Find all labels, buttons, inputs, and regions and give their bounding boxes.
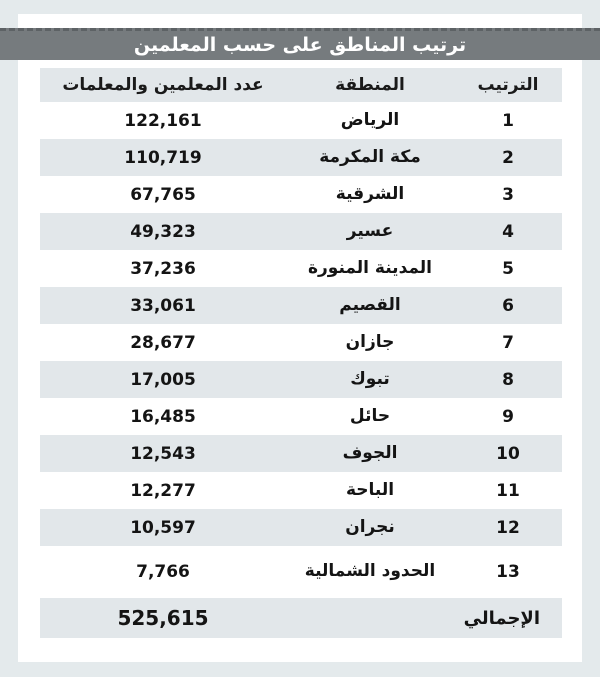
cell-rank: 5 — [502, 258, 514, 279]
table-row — [40, 398, 562, 435]
cell-count: 67,765 — [130, 184, 196, 205]
cell-rank: 2 — [502, 147, 514, 168]
cell-region: الباحة — [345, 479, 395, 500]
cell-region: الرياض — [340, 109, 400, 130]
cell-rank: 1 — [502, 110, 514, 131]
ranking-table-wrapper — [40, 68, 562, 638]
cell-region: مكة المكرمة — [319, 146, 421, 167]
cell-region: نجران — [345, 516, 395, 537]
cell-region: حائل — [349, 405, 391, 426]
cell-region: الجوف — [342, 442, 398, 463]
cell-rank: 13 — [496, 562, 520, 582]
cell-rank: 6 — [502, 295, 514, 316]
cell-region: جازان — [345, 331, 395, 352]
table-row — [40, 213, 562, 250]
table-row — [40, 435, 562, 472]
cell-count: 37,236 — [130, 258, 196, 279]
table-row — [40, 472, 562, 509]
column-header-count: عدد المعلمين والمعلمات — [40, 68, 286, 102]
table-row — [40, 176, 562, 213]
cell-rank: 4 — [502, 221, 514, 242]
cell-rank: 9 — [502, 406, 514, 427]
cell-count: 12,543 — [130, 443, 196, 464]
table-row — [40, 509, 562, 546]
cell-count: 28,677 — [130, 332, 196, 353]
cell-count: 122,161 — [124, 110, 202, 131]
cell-count: 12,277 — [130, 480, 196, 501]
ranking-table — [40, 68, 562, 638]
cell-region: عسير — [346, 220, 394, 241]
cell-count: 17,005 — [130, 369, 196, 390]
page-title: ترتيب المناطق على حسب المعلمين — [133, 34, 467, 56]
column-header-region: المنطقة — [286, 68, 454, 102]
title-bar — [0, 28, 600, 60]
cell-rank: 10 — [496, 443, 520, 464]
cell-region: الشرقية — [335, 183, 405, 204]
cell-rank: 8 — [502, 369, 514, 390]
cell-rank: 3 — [502, 184, 514, 205]
table-row — [40, 361, 562, 398]
cell-count: 33,061 — [130, 295, 196, 316]
total-count: 525,615 — [40, 598, 286, 638]
cell-region: تبوك — [350, 368, 390, 389]
total-label-cell — [286, 598, 562, 638]
cell-count: 110,719 — [124, 147, 202, 168]
table-row — [40, 139, 562, 176]
cell-rank: 7 — [502, 332, 514, 353]
table-row — [40, 546, 562, 598]
table-total-row — [40, 598, 562, 638]
cell-count: 49,323 — [130, 221, 196, 242]
cell-rank: 12 — [496, 517, 520, 538]
column-header-rank: الترتيب — [454, 68, 562, 102]
table-row — [40, 102, 562, 139]
table-header-row — [40, 68, 562, 102]
cell-region: القصيم — [339, 294, 401, 315]
cell-region: المدينة المنورة — [307, 257, 432, 278]
table-row — [40, 250, 562, 287]
cell-count: 10,597 — [130, 517, 196, 538]
cell-count: 16,485 — [130, 406, 196, 427]
cell-region: الحدود الشمالية — [304, 561, 436, 582]
table-row — [40, 287, 562, 324]
total-label: الإجمالي — [463, 607, 540, 629]
cell-rank: 11 — [496, 480, 520, 501]
cell-count: 7,766 — [136, 562, 190, 582]
table-row — [40, 324, 562, 361]
